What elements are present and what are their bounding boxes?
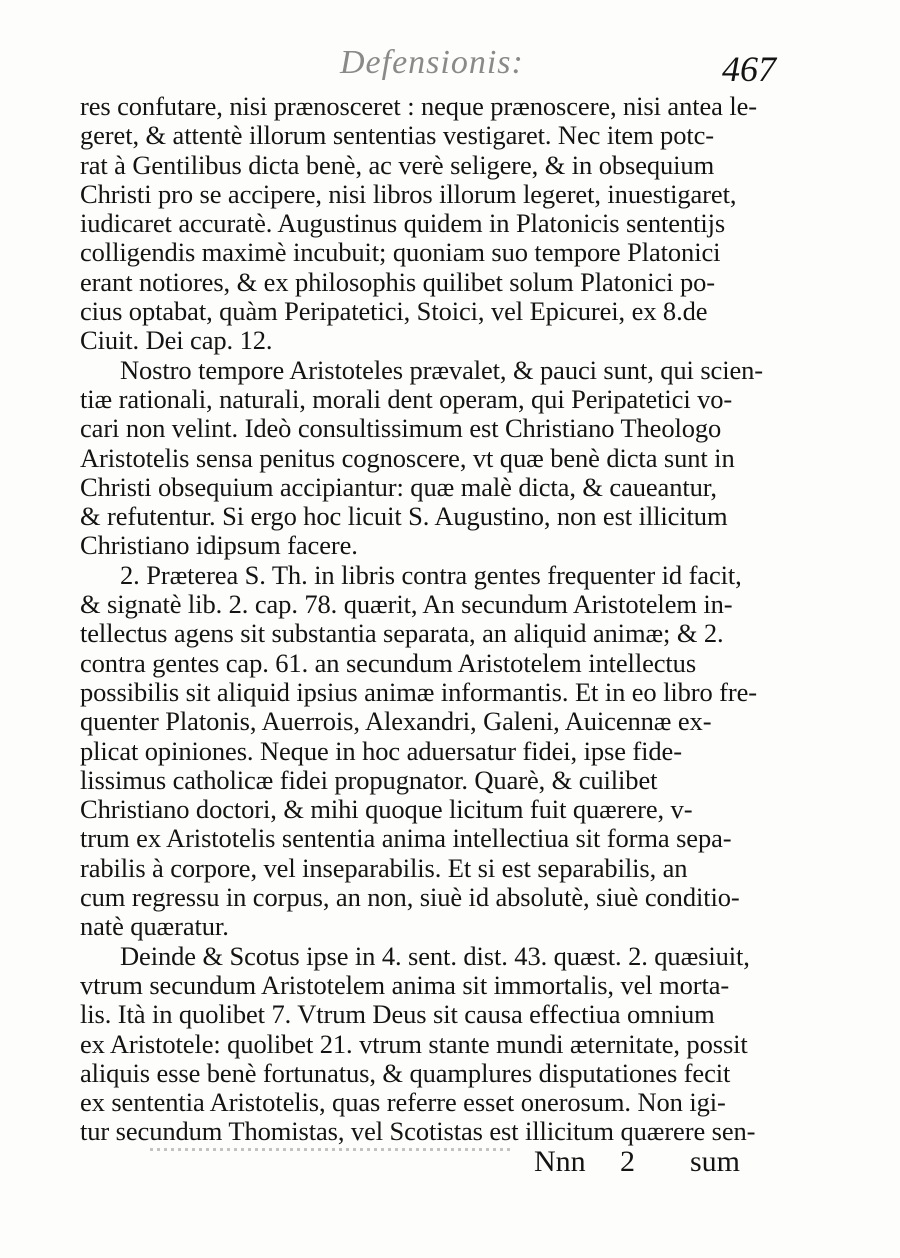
- text-line: ex Aristotele: quolibet 21. vtrum stante mundi æternitate, possit: [80, 1028, 748, 1059]
- text-line: iudicaret accuratè. Augustinus quidem in Platonicis sententijs: [80, 208, 726, 239]
- signature-mark: Nnn: [534, 1145, 586, 1178]
- text-line: colligendis maximè incubuit; quoniam suo tempore Platonici: [80, 237, 721, 268]
- text-line: natè quæratur.: [80, 911, 229, 942]
- text-line: ex sententia Aristotelis, quas referre esset onerosum. Non igi-: [80, 1087, 726, 1118]
- text-line: lissimus catholicæ fidei propugnator. Quarè, & cuilibet: [80, 764, 658, 795]
- paragraph-1: [80, 92, 802, 356]
- text-line: tellectus agens sit substantia separata, an aliquid animæ; & 2.: [80, 618, 724, 649]
- text-line: Aristotelis sensa penitus cognoscere, vt quæ benè dicta sunt in: [80, 442, 735, 473]
- text-line: rabilis à corpore, vel inseparabilis. Et si est separabilis, an: [80, 852, 688, 883]
- text-line: cius optabat, quàm Peripatetici, Stoici, vel Epicurei, ex 8.de: [80, 296, 708, 327]
- page-number: 467: [722, 49, 776, 89]
- text-line: vtrum secundum Aristotelem anima sit immortalis, vel morta-: [80, 969, 730, 1000]
- text-line: cum regressu in corpus, an non, siuè id absolutè, siuè conditio-: [80, 882, 740, 913]
- text-line: erant notiores, & ex philosophis quilibet solum Platonici po-: [80, 266, 715, 297]
- text-line: 2. Præterea S. Th. in libris contra gentes frequenter id facit,: [120, 559, 742, 590]
- text-line: tiæ rationali, naturali, morali dent operam, qui Peripatetici vo-: [80, 383, 733, 414]
- text-line: Ciuit. Dei cap. 12.: [80, 325, 273, 356]
- text-line: & refutentur. Si ergo hoc licuit S. Augustino, non est illicitum: [80, 501, 728, 532]
- text-line: rat à Gentilibus dicta benè, ac verè seligere, & in obsequium: [80, 149, 715, 180]
- text-line: Christi obsequium accipiantur: quæ malè dicta, & caueantur,: [80, 471, 717, 502]
- paragraph-2: [80, 356, 802, 561]
- text-line: aliquis esse benè fortunatus, & quamplures disputationes fecit: [80, 1057, 731, 1088]
- text-line: Christiano doctori, & mihi quoque licitum fuit quærere, v-: [80, 794, 693, 825]
- text-line: geret, & attentè illorum sententias vestigaret. Nec item potc-: [80, 120, 714, 151]
- text-line: Christiano idipsum facere.: [80, 530, 358, 561]
- paragraph-3: [80, 561, 802, 942]
- paragraph-4: [80, 942, 802, 1147]
- signature-number: 2: [620, 1145, 635, 1178]
- text-line: plicat opiniones. Neque in hoc aduersatur fidei, ipse fide-: [80, 735, 682, 766]
- text-line: quenter Platonis, Auerrois, Alexandri, Galeni, Auicennæ ex-: [80, 706, 712, 737]
- text-line: trum ex Aristotelis sententia anima intellectiua sit forma sepa-: [80, 823, 732, 854]
- text-line: Christi pro se accipere, nisi libros illorum legeret, inuestigaret,: [80, 178, 737, 209]
- text-line: contra gentes cap. 61. an secundum Aristotelem intellectus: [80, 647, 697, 678]
- text-line: lis. Ità in quolibet 7. Vtrum Deus sit causa effectiua omnium: [80, 999, 715, 1030]
- text-line: & signatè lib. 2. cap. 78. quærit, An secundum Aristotelem in-: [80, 589, 733, 620]
- text-line: tur secundum Thomistas, vel Scotistas est illicitum quærere sen-: [80, 1116, 756, 1147]
- text-body: [80, 92, 802, 1147]
- ink-smudge: [150, 1148, 510, 1151]
- running-head: Defensionis:: [340, 44, 524, 81]
- text-line: cari non velint. Ideò consultissimum est Christiano Theologo: [80, 413, 722, 444]
- text-line: Deinde & Scotus ipse in 4. sent. dist. 43. quæst. 2. quæsiuit,: [120, 940, 750, 971]
- text-line: possibilis sit aliquid ipsius animæ informantis. Et in eo libro fre-: [80, 676, 757, 707]
- text-line: Nostro tempore Aristoteles prævalet, & pauci sunt, qui scien-: [120, 354, 764, 385]
- text-line: res confutare, nisi prænosceret : neque prænoscere, nisi antea le-: [80, 91, 757, 121]
- catchword: sum: [690, 1145, 741, 1178]
